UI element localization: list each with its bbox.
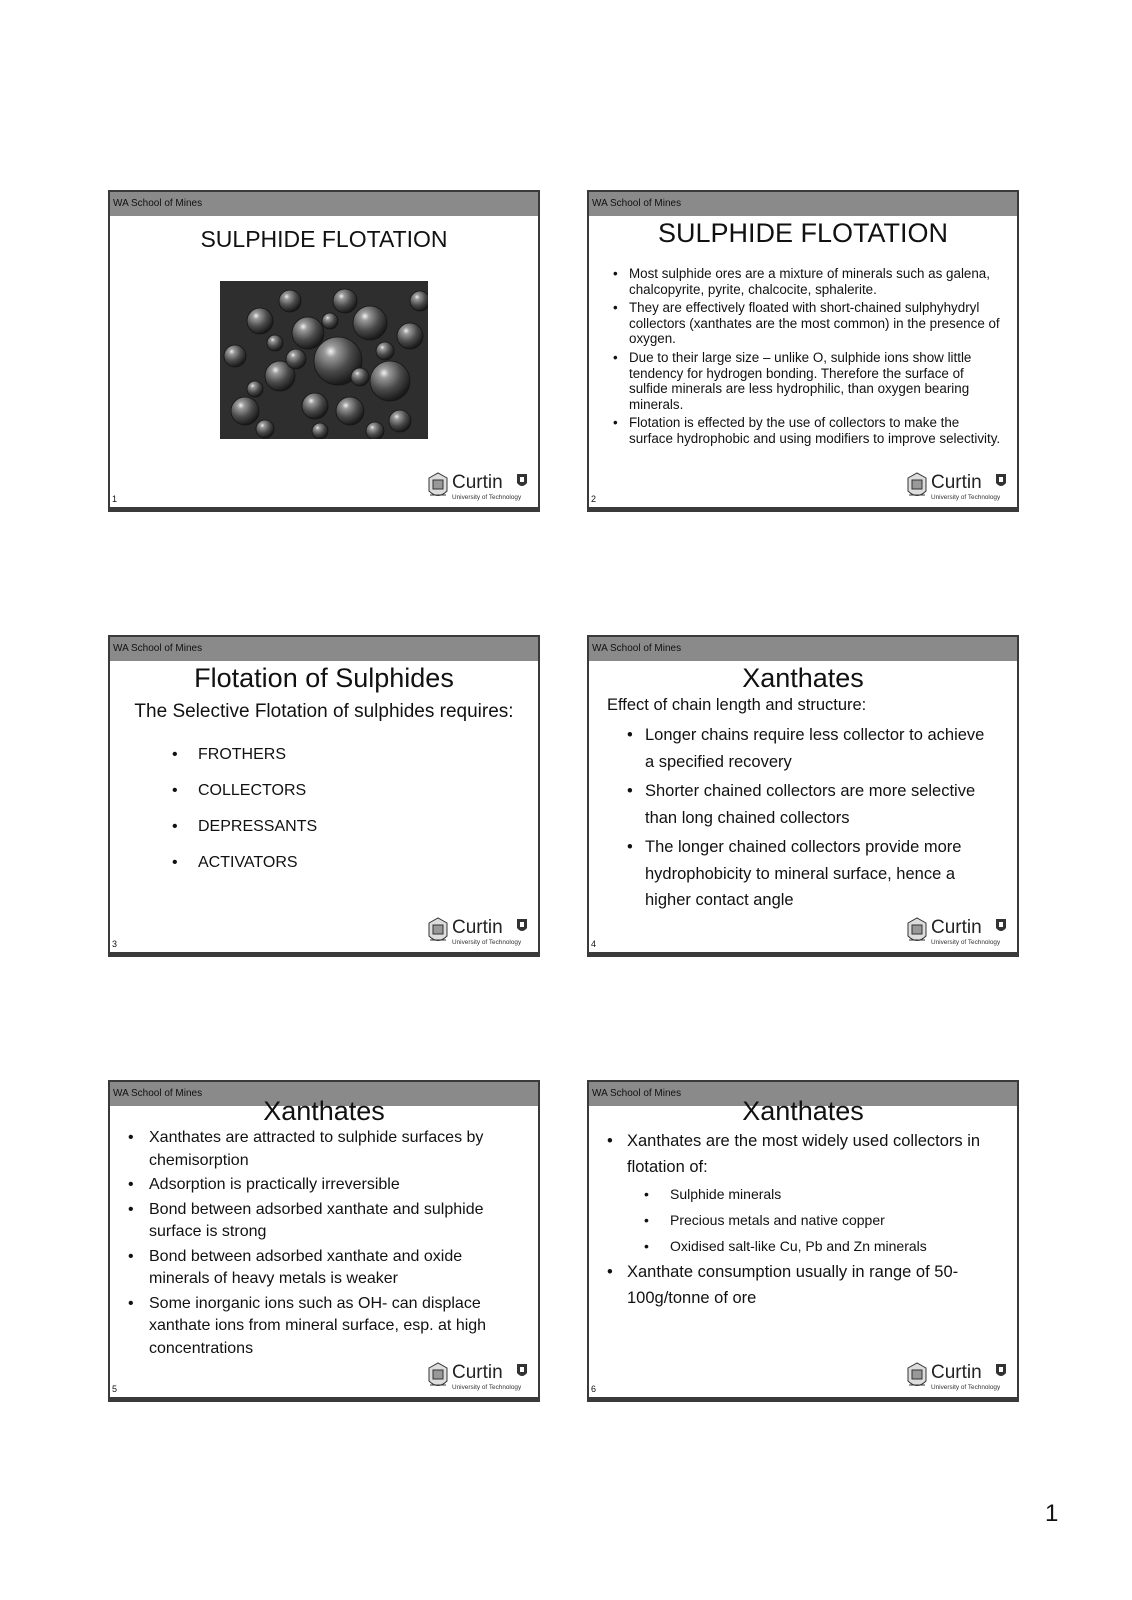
- list-item: • Bond between adsorbed xanthate and sulphide surface is strong: [149, 1199, 519, 1244]
- logo-name: Curtin: [452, 1362, 503, 1383]
- curtin-logo: [905, 469, 1011, 503]
- bubble: [286, 349, 306, 369]
- shield-icon: [996, 1364, 1006, 1376]
- list-item: • Some inorganic ions such as OH- can displace xanthate ions from mineral surface, esp. at high concentrations: [149, 1293, 519, 1361]
- list-item: • Flotation is effected by the use of collectors to make the surface hydrophobic and using modifiers to improve selectivity.: [629, 415, 1004, 446]
- bubble: [302, 393, 328, 419]
- curtin-logo: [905, 914, 1011, 948]
- slide-number: 2: [591, 494, 597, 504]
- logo-subtitle: University of Technology: [931, 494, 1001, 501]
- slide-header: WA School of Mines: [589, 637, 1017, 661]
- logo-subtitle: University of Technology: [452, 494, 522, 501]
- slide-header: WA School of Mines: [589, 192, 1017, 216]
- bullet-list: [149, 1127, 519, 1362]
- shield-icon: [996, 919, 1006, 931]
- bullet-list: [627, 1260, 997, 1311]
- sub-list-item: • Sulphide minerals: [670, 1181, 927, 1207]
- bullet-list: [627, 1129, 997, 1180]
- crest-icon: [908, 1363, 926, 1386]
- list-item: • FROTHERS: [198, 737, 317, 773]
- bubble: [247, 381, 263, 397]
- slide-title: SULPHIDE FLOTATION: [657, 218, 949, 248]
- list-item: • Xanthates are attracted to sulphide surfaces by chemisorption: [149, 1127, 519, 1172]
- list-item: • Xanthate consumption usually in range of 50-100g/tonne of ore: [627, 1260, 997, 1311]
- bubble: [336, 397, 364, 425]
- bubble: [370, 361, 410, 401]
- crest-icon: [429, 1363, 447, 1386]
- slide-header: WA School of Mines: [110, 192, 538, 216]
- slide-subtitle: Effect of chain length and structure:: [607, 696, 867, 714]
- sub-list-item: • Precious metals and native copper: [670, 1207, 927, 1233]
- shield-icon: [517, 919, 527, 931]
- list-item: • Most sulphide ores are a mixture of minerals such as galena, chalcopyrite, pyrite, chalcocite, sphalerite.: [629, 266, 1004, 297]
- sub-bullet-list: [670, 1181, 927, 1259]
- slide-subtitle: The Selective Flotation of sulphides requires:: [134, 701, 514, 722]
- logo-subtitle: University of Technology: [931, 939, 1001, 946]
- bubble: [279, 290, 301, 312]
- slide-title: SULPHIDE FLOTATION: [200, 226, 448, 252]
- bubble: [389, 410, 411, 432]
- slide-5: [108, 1080, 540, 1402]
- slide-title: Xanthates: [742, 1096, 864, 1126]
- logo-name: Curtin: [931, 1362, 982, 1383]
- shield-icon: [517, 1364, 527, 1376]
- list-item: • Longer chains require less collector to achieve a specified recovery: [645, 722, 995, 775]
- slide-2: [587, 190, 1019, 512]
- slide-header: WA School of Mines: [110, 637, 538, 661]
- bubble: [376, 342, 394, 360]
- curtin-logo: [426, 1359, 532, 1393]
- logo-subtitle: University of Technology: [452, 939, 522, 946]
- slide-4: [587, 635, 1019, 957]
- slide-number: 6: [591, 1384, 597, 1394]
- bubble: [247, 308, 273, 334]
- list-item: • COLLECTORS: [198, 773, 317, 809]
- shield-icon: [517, 474, 527, 486]
- bubble: [224, 345, 246, 367]
- bullet-list: [629, 266, 1004, 450]
- slide-header: WA School of Mines: [110, 1082, 538, 1106]
- list-item: • They are effectively floated with short-chained sulphyhydryl collectors (xanthates are the most common) in the presence of oxygen.: [629, 300, 1004, 347]
- slide-number: 1: [112, 494, 118, 504]
- bubble: [351, 368, 369, 386]
- list-item: • Adsorption is practically irreversible: [149, 1174, 519, 1197]
- bubble: [322, 313, 338, 329]
- list-item: • Bond between adsorbed xanthate and oxide minerals of heavy metals is weaker: [149, 1246, 519, 1291]
- list-item: • The longer chained collectors provide more hydrophobicity to mineral surface, hence a higher contact angle: [645, 834, 995, 914]
- list-item: • Shorter chained collectors are more selective than long chained collectors: [645, 778, 995, 831]
- slide-3: [108, 635, 540, 957]
- slide-number: 4: [591, 939, 597, 949]
- list-item: • Due to their large size – unlike O, sulphide ions show little tendency for hydrogen bonding. Therefore the surface of sulfide minerals are less hydrophilic, than oxygen bearing minerals.: [629, 350, 1004, 412]
- list-item: • Xanthates are the most widely used collectors in flotation of:: [627, 1129, 997, 1180]
- bubble: [231, 397, 259, 425]
- froth-bubbles-image: [220, 281, 428, 439]
- logo-subtitle: University of Technology: [931, 1384, 1001, 1391]
- crest-icon: [908, 473, 926, 496]
- slide-title: Xanthates: [742, 663, 864, 693]
- curtin-logo: [426, 914, 532, 948]
- logo-name: Curtin: [452, 472, 503, 493]
- slide-number: 3: [112, 939, 118, 949]
- page-number: 1: [1045, 1500, 1059, 1527]
- logo-name: Curtin: [931, 917, 982, 938]
- slide-header: WA School of Mines: [589, 1082, 1017, 1106]
- curtin-logo: [905, 1359, 1011, 1393]
- slide-1: [108, 190, 540, 512]
- bubble: [410, 291, 428, 311]
- slide-number: 5: [112, 1384, 118, 1394]
- logo-name: Curtin: [931, 472, 982, 493]
- crest-icon: [908, 918, 926, 941]
- bullet-list: [198, 737, 317, 881]
- slide-title: Xanthates: [263, 1096, 385, 1126]
- list-item: • DEPRESSANTS: [198, 809, 317, 845]
- bubble: [267, 335, 283, 351]
- bubble: [366, 422, 384, 439]
- slide-title: Flotation of Sulphides: [194, 663, 454, 693]
- logo-name: Curtin: [452, 917, 503, 938]
- bubble: [397, 323, 423, 349]
- bubble: [353, 306, 387, 340]
- bubble: [292, 317, 324, 349]
- bullet-list: [645, 722, 995, 917]
- list-item: • ACTIVATORS: [198, 845, 317, 881]
- sub-list-item: • Oxidised salt-like Cu, Pb and Zn minerals: [670, 1233, 927, 1259]
- slide-6: [587, 1080, 1019, 1402]
- curtin-logo: [426, 469, 532, 503]
- bubble: [312, 423, 328, 439]
- crest-icon: [429, 473, 447, 496]
- crest-icon: [429, 918, 447, 941]
- logo-subtitle: University of Technology: [452, 1384, 522, 1391]
- shield-icon: [996, 474, 1006, 486]
- bubble: [256, 420, 274, 438]
- bubble: [333, 289, 357, 313]
